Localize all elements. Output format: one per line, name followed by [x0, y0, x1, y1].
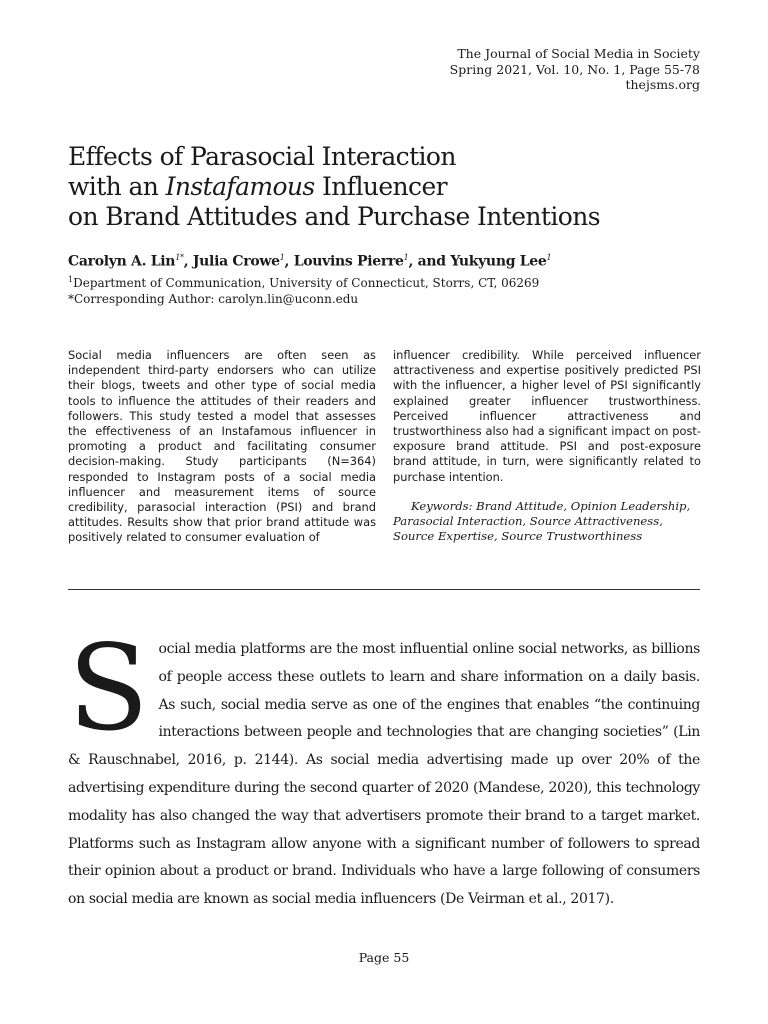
journal-site: thejsms.org	[625, 77, 700, 92]
journal-issue: Spring 2021, Vol. 10, No. 1, Page 55-78	[449, 61, 700, 77]
paper-title	[68, 142, 708, 232]
author-name: Yukyung Lee	[450, 253, 547, 270]
affiliation-line	[68, 272, 539, 292]
affiliation-block	[68, 272, 539, 307]
author-name: Carolyn A. Lin	[68, 253, 176, 270]
journal-name: The Journal of Social Media in Society	[457, 46, 700, 61]
body-text	[68, 619, 700, 914]
affiliation-dept: Department of Communication, University of Connecticut, Storrs, CT, 06269	[73, 276, 540, 290]
author-affil-mark: 1	[546, 253, 552, 262]
author-affil-mark: 1	[403, 253, 409, 262]
author-list	[68, 253, 551, 270]
author-separator: , and	[408, 253, 451, 270]
abstract-text-left: Social media influencers are often seen as independent third-party endorsers who can utilize their blogs, tweets and other type of social media tools to influence the attitudes of their readers and followers. This study tested a model that assesses the effectiveness of an Instafamous influencer in promoting a product and facilitating consumer decision-making. Study participants (N=364) responded to Instagram posts of a social media influencer and measurement items of source credibility, parasocial interaction (PSI) and brand attitudes. Results show that prior brand attitude was positively related to consumer evaluation of	[68, 348, 376, 545]
author-affil-mark: 1*	[175, 253, 184, 262]
title-line-3: on Brand Attitudes and Purchase Intentions	[68, 202, 600, 231]
corresponding-author: *Corresponding Author: carolyn.lin@uconn.edu	[68, 291, 359, 306]
page-number: Page 55	[358, 950, 410, 965]
abstract-text-right: influencer credibility. While perceived influencer attractiveness and expertise positively predicted PSI with the influencer, a higher level of PSI significantly explained greater influencer trustworthiness. Perceived influencer attractiveness and trustworthiness also had a significant impact on post-exposure brand attitude. PSI and post-exposure brand attitude, in turn, were significantly related to purchase intention.	[393, 348, 701, 484]
title-line-2	[68, 172, 708, 202]
body-paragraph: ocial media platforms are the most influential online social networks, as billions of people access these outlets to learn and share information on a daily basis. As such, social media serve as one of the engines that enables “the continuing interactions between people and technologies that are changing societies” (Lin & Rauschnabel, 2016, p. 2144). As social media advertising made up over 20% of the advertising expenditure during the second quarter of 2020 (Mandese, 2020), this technology modality has also changed the way that advertisers promote their brand to a target market. Platforms such as Instagram allow anyone with a significant number of followers to spread their opinion about a product or brand. Individuals who have a large following of consumers on social media are known as social media influencers (De Veirman et al., 2017).	[68, 641, 700, 908]
section-divider	[68, 589, 700, 590]
abstract-column-left	[68, 348, 376, 546]
title-italic-word: Instafamous	[165, 172, 315, 201]
author-name: Louvins Pierre	[293, 253, 404, 270]
drop-cap: S	[68, 619, 149, 757]
author-affil-mark: 1	[279, 253, 285, 262]
abstract-column-right	[393, 348, 701, 544]
keywords: Keywords: Brand Attitude, Opinion Leadership, Parasocial Interaction, Source Attractiveness, Source Expertise, Source Trustworthiness	[393, 498, 691, 544]
author-name: Julia Crowe	[192, 253, 280, 270]
author-separator: ,	[284, 253, 294, 270]
title-line-2-post: Influencer	[314, 172, 447, 201]
affiliation-mark: 1	[68, 275, 74, 284]
author-separator: ,	[183, 253, 193, 270]
title-line-1: Effects of Parasocial Interaction	[68, 142, 456, 171]
journal-header	[450, 46, 700, 93]
title-line-2-pre: with an	[68, 172, 166, 201]
